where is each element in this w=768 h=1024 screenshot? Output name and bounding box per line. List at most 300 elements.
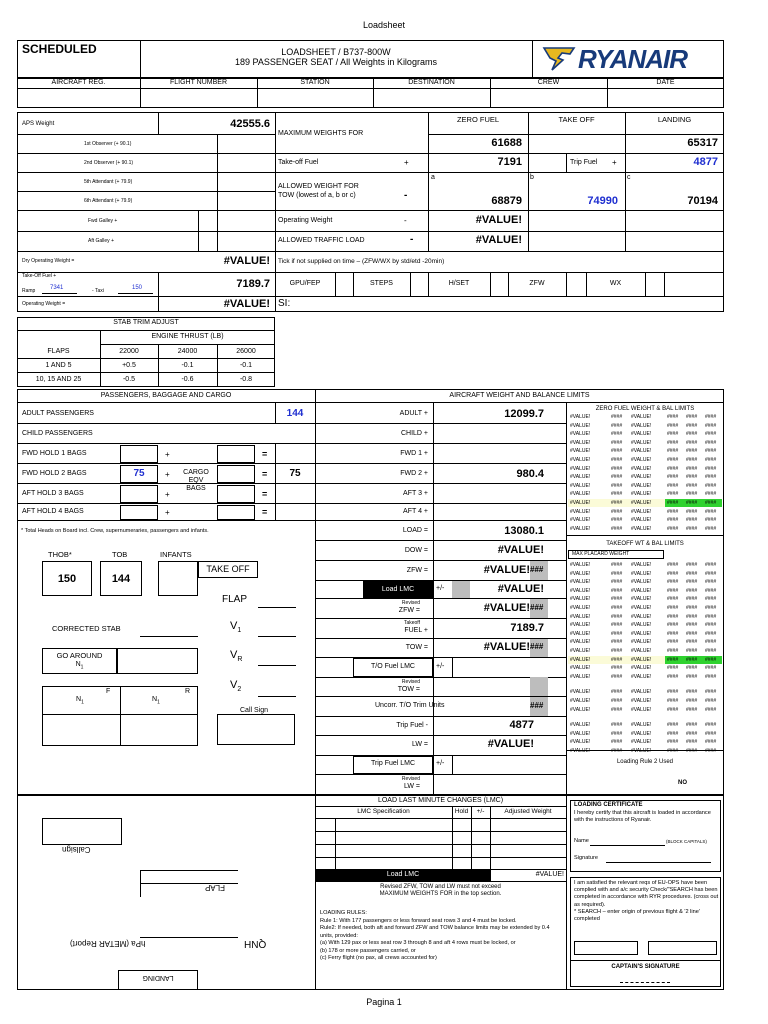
awb-fwd2-value: 980.4 — [516, 468, 544, 480]
awb-dow-value: #VALUE! — [497, 544, 544, 556]
lmc-title: LOAD LAST MINUTE CHANGES (LMC) — [377, 797, 504, 804]
limit-cell: #### — [705, 579, 717, 586]
limit-cell: #### — [667, 474, 679, 481]
limit-cell: #VALUE! — [631, 525, 652, 532]
limit-cell: #### — [686, 474, 698, 481]
gpu-fep-label: GPU/FEP — [289, 280, 321, 287]
limit-cell: #### — [667, 414, 679, 420]
limit-cell: #VALUE! — [570, 748, 591, 754]
takeoff-fuel-label: Take-Off Fuel + — [22, 273, 57, 279]
limit-cell: #### — [686, 491, 698, 498]
limit-cell: #### — [611, 491, 623, 498]
limit-cell: #VALUE! — [570, 698, 591, 704]
loading-rule-label: Loading Rule 2 Used — [616, 759, 674, 765]
cert-satisfied-text: I am satisfied the relevant reqs of EU-OPS have been complied with and a/c security Check/"SEARCH has been completed in accordance with RYR procedures. (cross out as required). * SEARCH – enter origin of previous flight & '2 line' completed — [574, 880, 719, 923]
limit-cell: #VALUE! — [631, 465, 652, 472]
limit-cell: #### — [611, 656, 623, 663]
limit-cell: #### — [705, 457, 717, 463]
zf-limits-title: ZERO FUEL WEIGHT & BAL LIMITS — [595, 406, 695, 412]
limit-cell: #### — [686, 639, 698, 646]
limit-cell: #### — [705, 465, 717, 472]
aft-hold4-label: AFT HOLD 4 BAGS — [22, 508, 84, 515]
limit-cell: #VALUE! — [570, 639, 591, 646]
limit-cell: #### — [705, 596, 717, 603]
limit-cell: #### — [686, 465, 698, 472]
limit-cell: #### — [686, 525, 698, 532]
limit-cell: #### — [705, 605, 717, 611]
call-sign-box[interactable] — [217, 714, 295, 745]
limit-cell: #VALUE! — [631, 639, 652, 646]
awb-title: AIRCRAFT WEIGHT AND BALANCE LIMITS — [449, 392, 590, 399]
limit-cell: #### — [705, 491, 717, 498]
lmc-load-lmc-value: #VALUE! — [535, 871, 564, 878]
limit-cell: #### — [667, 482, 679, 489]
limit-cell: #### — [611, 622, 623, 629]
limit-cell: #### — [705, 706, 717, 713]
limit-cell: #VALUE! — [631, 500, 652, 506]
landing-header: LANDING — [657, 115, 692, 124]
awb-revised-tow-label: TOW = — [397, 686, 420, 693]
limit-cell: #VALUE! — [631, 474, 652, 481]
take-off-header: TAKE OFF — [558, 115, 595, 124]
limit-cell: #### — [611, 439, 623, 446]
limit-cell: #### — [686, 739, 698, 746]
callsign-flipped-label: Callsign — [62, 845, 91, 854]
col-destination: DESTINATION — [408, 79, 455, 86]
landing-max-value: 65317 — [687, 137, 718, 149]
limit-cell: #VALUE! — [631, 439, 652, 446]
limit-cell: #### — [667, 613, 679, 620]
limit-cell: #### — [686, 656, 698, 663]
limit-cell: #### — [611, 722, 623, 729]
page-footer: Pagina 1 — [366, 997, 402, 1007]
to-limits-title: TAKEOFF WT & BAL LIMITS — [606, 541, 684, 547]
limit-cell: #VALUE! — [570, 500, 591, 506]
limit-cell: #### — [611, 562, 623, 568]
flap-label: FLAP — [222, 594, 248, 605]
limit-cell: #### — [686, 439, 698, 446]
limit-cell: #### — [667, 500, 679, 506]
limit-cell: #### — [686, 689, 698, 696]
limit-cell: #VALUE! — [631, 587, 652, 594]
cert-text: I hereby certify that this aircraft is loaded in accordance with the instructions of Ryanair. — [574, 810, 711, 823]
limit-cell: #### — [667, 457, 679, 463]
awb-zfw-label: ZFW = — [406, 567, 428, 574]
allowed-a-value: 68879 — [491, 195, 522, 207]
limit-cell: #### — [611, 570, 623, 577]
limit-cell: #### — [705, 422, 717, 429]
load-lmc-label: Load LMC — [363, 581, 433, 598]
limit-cell: #### — [667, 579, 679, 586]
vr-label: $V_R$ — [230, 649, 243, 664]
limit-cell: #### — [686, 748, 698, 754]
limit-cell: #VALUE! — [570, 739, 591, 746]
limit-cell: #### — [611, 579, 623, 586]
limit-cell: #### — [705, 722, 717, 729]
limit-cell: #### — [667, 422, 679, 429]
max-weights-label: MAXIMUM WEIGHTS FOR — [278, 130, 364, 137]
lmc-adjusted-header: Adjusted Weight — [504, 808, 552, 815]
thob-label: THOB* — [48, 550, 72, 559]
limit-cell: #### — [705, 630, 717, 637]
limit-cell: #### — [705, 656, 717, 663]
limit-cell: #### — [611, 587, 623, 594]
trip-fuel-mw-label: Trip Fuel — [570, 159, 598, 166]
limit-cell: #### — [686, 500, 698, 506]
limit-cell: #### — [667, 722, 679, 729]
allowed-traffic-label: ALLOWED TRAFFIC LOAD — [278, 237, 365, 244]
awb-fwd2-label: FWD 2 + — [400, 470, 428, 477]
limit-cell: #VALUE! — [570, 706, 591, 713]
uncorr-trim-label: Uncorr. T/O Trim Units — [375, 702, 445, 709]
col-flight-number: FLIGHT NUMBER — [169, 79, 228, 86]
limit-cell: #### — [705, 474, 717, 481]
landing-flipped-label: LANDING — [142, 974, 174, 981]
limit-cell: #### — [705, 482, 717, 489]
fwd-hold1-label: FWD HOLD 1 BAGS — [22, 450, 87, 457]
limit-cell: #### — [705, 525, 717, 532]
awb-revised-zfw-value: #VALUE! — [483, 602, 530, 614]
limit-cell: #### — [611, 500, 623, 506]
limit-cell: #### — [705, 665, 717, 672]
limit-cell: #### — [667, 673, 679, 680]
limit-cell: #### — [611, 414, 623, 420]
scheduled-label: SCHEDULED — [22, 42, 97, 56]
limit-cell: #### — [611, 457, 623, 463]
limit-cell: #### — [667, 508, 679, 515]
op-weight-value: #VALUE! — [475, 214, 522, 226]
ryanair-logo: RYANAIR — [540, 44, 715, 74]
limit-cell: #### — [686, 570, 698, 577]
awb-load-value: 13080.1 — [504, 525, 544, 537]
limit-cell: #### — [611, 482, 623, 489]
aps-weight-label: APS Weight — [22, 121, 55, 127]
awb-adult-value: 12099.7 — [504, 408, 544, 420]
limit-cell: #### — [686, 722, 698, 729]
limit-cell: #### — [705, 613, 717, 620]
limit-cell: #### — [611, 706, 623, 713]
fwd-hold2-bags: 75 — [133, 468, 145, 479]
limit-cell: #### — [686, 596, 698, 603]
fwd-hold2-label: FWD HOLD 2 BAGS — [22, 470, 87, 477]
limit-cell: #### — [611, 748, 623, 754]
limit-cell: #### — [686, 508, 698, 515]
limit-cell: #VALUE! — [570, 570, 591, 577]
limit-cell: #### — [686, 665, 698, 672]
limit-cell: #VALUE! — [631, 422, 652, 429]
cert-name-label: Name — [574, 838, 589, 844]
limit-cell: #### — [611, 431, 623, 438]
limit-cell: #### — [686, 431, 698, 438]
limit-cell: #VALUE! — [631, 665, 652, 672]
lmc-pm-header: +/- — [476, 808, 485, 815]
col-station: STATION — [300, 79, 330, 86]
limit-cell: #VALUE! — [631, 689, 652, 696]
limit-cell: #VALUE! — [631, 431, 652, 438]
limit-cell: #VALUE! — [631, 508, 652, 515]
limit-cell: #### — [686, 422, 698, 429]
awb-adult-label: ADULT + — [399, 410, 428, 417]
limit-cell: #### — [611, 648, 623, 654]
limit-cell: #### — [705, 698, 717, 704]
limit-cell: #### — [705, 587, 717, 594]
limit-cell: #### — [705, 570, 717, 577]
allowed-traffic-value: #VALUE! — [475, 234, 522, 246]
awb-fuel-value: 7189.7 — [510, 622, 544, 634]
observer1-label: 1st Observer (+ 90.1) — [84, 141, 132, 147]
wx-tick-label: WX — [609, 280, 622, 287]
limit-cell: #### — [705, 639, 717, 646]
limit-cell: #VALUE! — [570, 517, 591, 524]
trip-fuel-mw-value: 4877 — [693, 156, 718, 168]
limit-cell: #VALUE! — [570, 613, 591, 620]
limit-cell: #VALUE! — [570, 689, 591, 696]
limit-cell: #VALUE! — [570, 656, 591, 663]
limit-cell: #VALUE! — [631, 656, 652, 663]
limit-cell: #### — [611, 673, 623, 680]
limit-cell: #VALUE! — [570, 508, 591, 515]
limit-cell: #### — [705, 739, 717, 746]
allowed-weight-label: ALLOWED WEIGHT FOR TOW (lowest of a, b or c) — [278, 183, 359, 199]
awb-fwd1-label: FWD 1 + — [400, 450, 428, 457]
call-sign-label: Call Sign — [240, 707, 269, 714]
limit-cell: #### — [705, 448, 717, 455]
zfw-tick-label: ZFW — [529, 280, 545, 287]
ramp-label: Ramp — [22, 288, 36, 294]
awb-aft3-label: AFT 3 + — [403, 490, 428, 497]
limit-cell: #### — [611, 630, 623, 637]
lmc-hold-header: Hold — [454, 808, 469, 815]
awb-revised-lw-label: LW = — [403, 783, 420, 790]
limit-cell: #### — [686, 517, 698, 524]
limit-cell: #### — [686, 613, 698, 620]
limit-cell: #### — [667, 439, 679, 446]
limit-cell: #VALUE! — [570, 414, 591, 420]
cargo-value: 75 — [289, 468, 301, 479]
harp-icon — [540, 44, 580, 74]
limit-cell: #### — [686, 579, 698, 586]
limit-cell: #VALUE! — [631, 748, 652, 754]
limit-cell: #VALUE! — [570, 465, 591, 472]
takeoff-fuel-value: 7189.7 — [236, 278, 270, 290]
limit-cell: #### — [667, 689, 679, 696]
limit-cell: #VALUE! — [631, 630, 652, 637]
limit-cell: #### — [611, 448, 623, 455]
attendant6-label: 6th Attendant (+ 79.9) — [84, 198, 133, 204]
limit-cell: #### — [705, 673, 717, 680]
to-fuel-lmc-label: T/O Fuel LMC — [371, 663, 415, 670]
limit-cell: #### — [705, 622, 717, 629]
stab-trim-title: STAB TRIM ADJUST — [113, 319, 179, 326]
awb-fuel-label: FUEL + — [404, 627, 428, 634]
limit-cell: #VALUE! — [631, 722, 652, 729]
cargo-eqv-bags-label: CARGO EQV BAGS — [183, 469, 209, 492]
awb-load-label: LOAD = — [402, 527, 428, 534]
v2-label: $V_2$ — [230, 679, 242, 694]
limit-cell: #### — [667, 622, 679, 629]
hpa-flipped-label: hPa (METAR Report) — [70, 939, 146, 948]
limit-cell: #### — [611, 730, 623, 737]
limit-cell: #### — [611, 517, 623, 524]
cert-title: LOADING CERTIFICATE — [574, 802, 643, 808]
limit-cell: #### — [611, 465, 623, 472]
limit-cell: #### — [686, 698, 698, 704]
trip-fuel-lmc-label: Trip Fuel LMC — [370, 760, 416, 767]
col-aircraft-reg: AIRCRAFT REG. — [51, 79, 106, 86]
captain-signature-label: CAPTAIN'S SIGNATURE — [611, 964, 680, 970]
limit-cell: #### — [705, 414, 717, 420]
limit-cell: #VALUE! — [570, 673, 591, 680]
limit-cell: #### — [667, 648, 679, 654]
qnh-flipped-label: QNH — [244, 938, 267, 949]
limit-cell: #### — [667, 465, 679, 472]
limit-cell: #### — [705, 517, 717, 524]
limit-cell: #### — [611, 739, 623, 746]
limit-cell: #VALUE! — [570, 579, 591, 586]
zero-fuel-header: ZERO FUEL — [456, 115, 500, 124]
col-crew: CREW — [537, 79, 560, 86]
zf-max-value: 61688 — [491, 137, 522, 149]
operating-weight-label: Operating Weight = — [22, 301, 66, 307]
limit-cell: #VALUE! — [631, 706, 652, 713]
limit-cell: #VALUE! — [631, 482, 652, 489]
lmc-spec-header: LMC Specification — [357, 808, 410, 815]
limit-cell: #### — [611, 689, 623, 696]
awb-lw-label: LW = — [411, 741, 428, 748]
limit-cell: #### — [667, 525, 679, 532]
limit-cell: #### — [611, 596, 623, 603]
limit-cell: #### — [667, 517, 679, 524]
limit-cell: #VALUE! — [570, 648, 591, 654]
limit-cell: #VALUE! — [570, 431, 591, 438]
operating-weight-value: #VALUE! — [223, 298, 270, 310]
limit-cell: #VALUE! — [570, 562, 591, 568]
limit-cell: #VALUE! — [631, 622, 652, 629]
limit-cell: #VALUE! — [631, 579, 652, 586]
limit-cell: #### — [667, 448, 679, 455]
corrected-stab-label: CORRECTED STAB — [52, 624, 121, 633]
limit-cell: #VALUE! — [631, 517, 652, 524]
adult-pax-value: 144 — [286, 408, 304, 419]
limit-cell: #VALUE! — [631, 605, 652, 611]
limit-cell: #VALUE! — [631, 570, 652, 577]
allowed-b-value: 74990 — [587, 195, 618, 207]
aps-weight-value: 42555.6 — [230, 118, 270, 130]
limit-cell: #### — [611, 525, 623, 532]
limit-cell: #### — [611, 639, 623, 646]
limit-cell: #### — [686, 730, 698, 737]
awb-tow-label: TOW = — [405, 644, 428, 651]
limit-cell: #VALUE! — [570, 474, 591, 481]
child-pax-label: CHILD PASSENGERS — [22, 430, 93, 437]
limit-cell: #### — [705, 431, 717, 438]
limit-cell: #### — [686, 587, 698, 594]
limit-cell: #### — [667, 630, 679, 637]
limit-cell: #VALUE! — [570, 439, 591, 446]
limit-cell: #### — [667, 706, 679, 713]
heads-note: * Total Heads on Board incl. Crew, supernumeraries, passengers and infants. — [21, 528, 209, 534]
max-placard-label: MAX PLACARD WEIGHT — [572, 551, 630, 557]
steps-label: STEPS — [370, 280, 393, 287]
limit-cell: #### — [686, 706, 698, 713]
tob-value: 144 — [111, 573, 131, 585]
fwd-galley-label: Fwd Galley + — [88, 218, 118, 224]
limit-cell: #### — [705, 562, 717, 568]
limit-cell: #VALUE! — [570, 722, 591, 729]
limit-cell: #### — [667, 562, 679, 568]
limit-cell: #### — [611, 605, 623, 611]
limit-cell: #VALUE! — [570, 605, 591, 611]
v1-label: $V_1$ — [230, 620, 242, 635]
limit-cell: #VALUE! — [570, 630, 591, 637]
limit-cell: #### — [667, 570, 679, 577]
limit-cell: #### — [667, 491, 679, 498]
limit-cell: #### — [705, 689, 717, 696]
limit-cell: #VALUE! — [631, 673, 652, 680]
limit-cell: #VALUE! — [631, 596, 652, 603]
limit-cell: #VALUE! — [570, 422, 591, 429]
limit-cell: #### — [667, 665, 679, 672]
limit-cell: #VALUE! — [631, 739, 652, 746]
engine-thrust-label: ENGINE THRUST (LB) — [151, 333, 224, 340]
allowed-c-value: 70194 — [687, 195, 718, 207]
limit-cell: #VALUE! — [631, 457, 652, 463]
taxi-value: 150 — [132, 285, 143, 291]
limit-cell: #### — [705, 500, 717, 506]
tick-note: Tick if not supplied on time – (ZFW/WX by std/etd -20min) — [278, 258, 445, 265]
ramp-value: 7341 — [50, 285, 64, 291]
loading-rules: LOADING RULES: Rule 1: With 177 passengers or less forward seat rows 3 and 4 must be locked. Rule2: If needed, both aft and forward ZFW and TOW balance limits may be extended by 0.4 units, provided: (a) With 129 pax or less seat row 3 through 8 and aft 4 rows must be locked, or (b) 178 or more passengers carried, or (c) Ferry flight (no pax, all crews accounted for) — [320, 910, 550, 961]
awb-child-label: CHILD + — [400, 430, 428, 437]
limit-cell: #### — [686, 630, 698, 637]
callsign-box[interactable] — [42, 818, 122, 845]
page-title: Loadsheet — [362, 20, 406, 30]
limit-cell: #### — [667, 596, 679, 603]
flap-flipped-label: FLAP — [205, 883, 226, 892]
limit-cell: #VALUE! — [570, 587, 591, 594]
dow-label: Dry Operating Weight = — [22, 258, 75, 264]
stab-row-flaps: 1 AND 5 — [45, 362, 72, 369]
si-label: SI: — [278, 298, 291, 309]
limit-cell: #VALUE! — [570, 730, 591, 737]
limit-cell: #VALUE! — [570, 622, 591, 629]
pbc-title: PASSENGERS, BAGGAGE AND CARGO — [100, 392, 232, 399]
op-weight-label: Operating Weight — [278, 217, 333, 224]
limit-cell: #VALUE! — [631, 730, 652, 737]
limit-cell: #VALUE! — [631, 562, 652, 568]
infants-box[interactable] — [158, 561, 198, 596]
limit-cell: #VALUE! — [631, 491, 652, 498]
takeoff-fuel-mw-label: Take-off Fuel — [278, 159, 319, 166]
awb-tow-value: #VALUE! — [483, 641, 530, 653]
limit-cell: #### — [667, 656, 679, 663]
limit-cell: #VALUE! — [570, 457, 591, 463]
awb-trip-fuel-value: 4877 — [509, 719, 534, 731]
limit-cell: #VALUE! — [631, 448, 652, 455]
awb-aft4-label: AFT 4 + — [403, 508, 428, 515]
limit-cell: #### — [686, 448, 698, 455]
limit-cell: #### — [686, 482, 698, 489]
limit-cell: #VALUE! — [631, 698, 652, 704]
limit-cell: #### — [705, 648, 717, 654]
limit-cell: #### — [667, 698, 679, 704]
limit-cell: #VALUE! — [570, 482, 591, 489]
limit-cell: #### — [686, 673, 698, 680]
limit-cell: #VALUE! — [631, 648, 652, 654]
attendant5-label: 5th Attendant (+ 79.9) — [84, 179, 133, 185]
limit-cell: #### — [611, 613, 623, 620]
takeoff-fuel-mw-value: 7191 — [497, 156, 522, 168]
